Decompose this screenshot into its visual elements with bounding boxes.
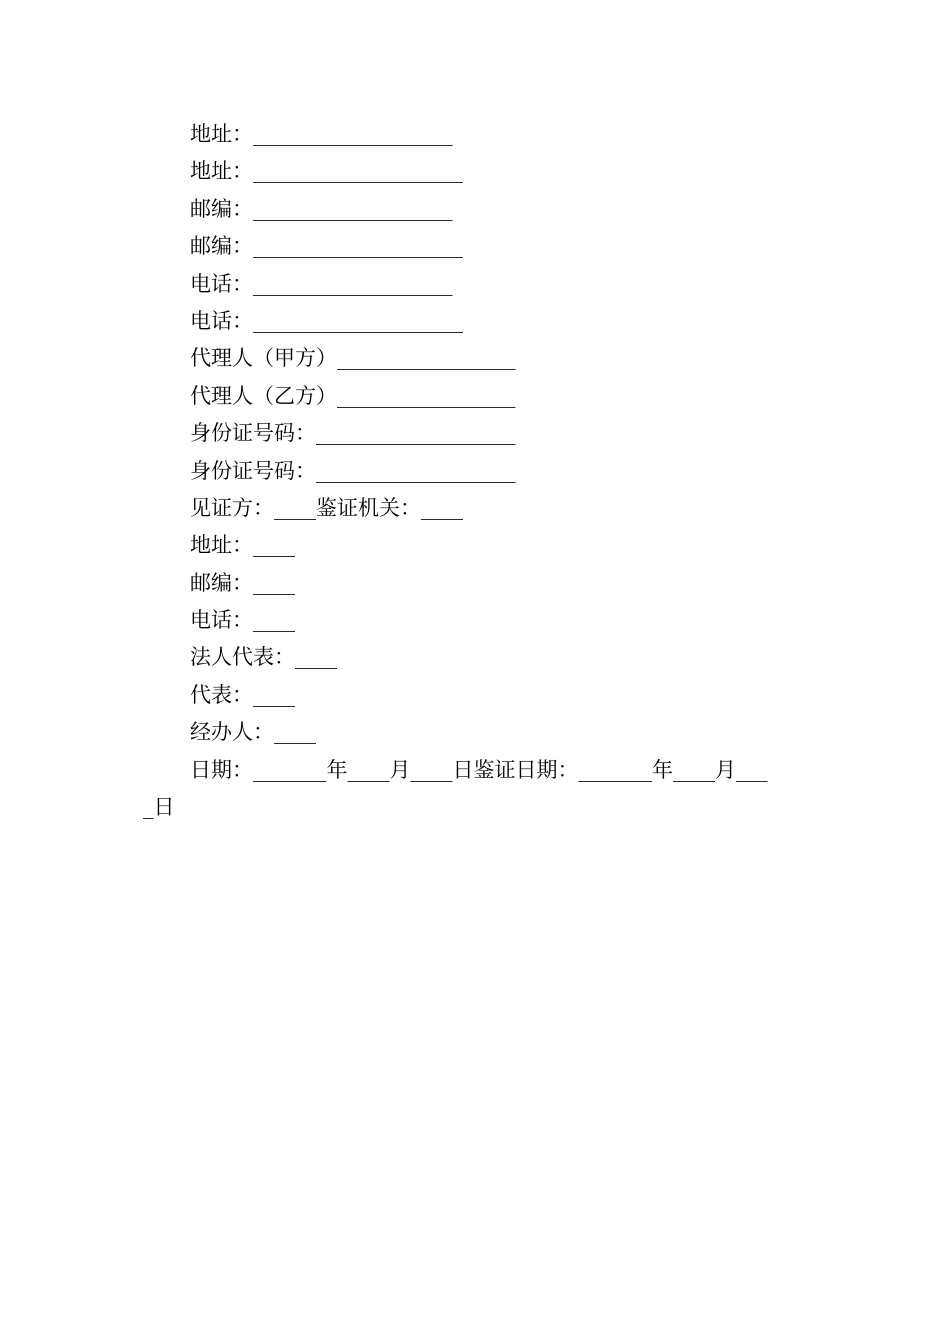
party-b-postcode-line: 邮编：____________________ — [190, 234, 463, 259]
party-a-phone-line: 电话：___________________ — [190, 271, 453, 296]
id-number-b-line: 身份证号码：___________________ — [190, 458, 516, 483]
signature-block — [143, 116, 823, 826]
representative-line: 代表：____ — [190, 682, 295, 707]
witness-postcode-line: 邮编：____ — [190, 570, 295, 595]
legal-representative-line: 法人代表：____ — [190, 645, 337, 670]
party-a-postcode-line: 邮编：___________________ — [190, 196, 453, 221]
agent-party-a-line: 代理人（甲方）_________________ — [190, 346, 516, 371]
date-line-continuation: _日 — [143, 795, 175, 820]
party-b-phone-line: 电话：____________________ — [190, 308, 463, 333]
agent-party-b-line: 代理人（乙方）_________________ — [190, 383, 516, 408]
witness-phone-line: 电话：____ — [190, 608, 295, 633]
party-b-address-line: 地址：____________________ — [190, 159, 463, 184]
party-a-address-line: 地址：___________________ — [190, 122, 453, 146]
handler-line: 经办人：____ — [190, 720, 316, 745]
witness-address-line: 地址：____ — [190, 533, 295, 558]
date-line: 日期：_______年____月____日鉴证日期：_______年____月___ — [190, 757, 768, 782]
id-number-a-line: 身份证号码：___________________ — [190, 421, 516, 446]
witness-authority-line: 见证方：____鉴证机关：____ — [190, 495, 463, 520]
